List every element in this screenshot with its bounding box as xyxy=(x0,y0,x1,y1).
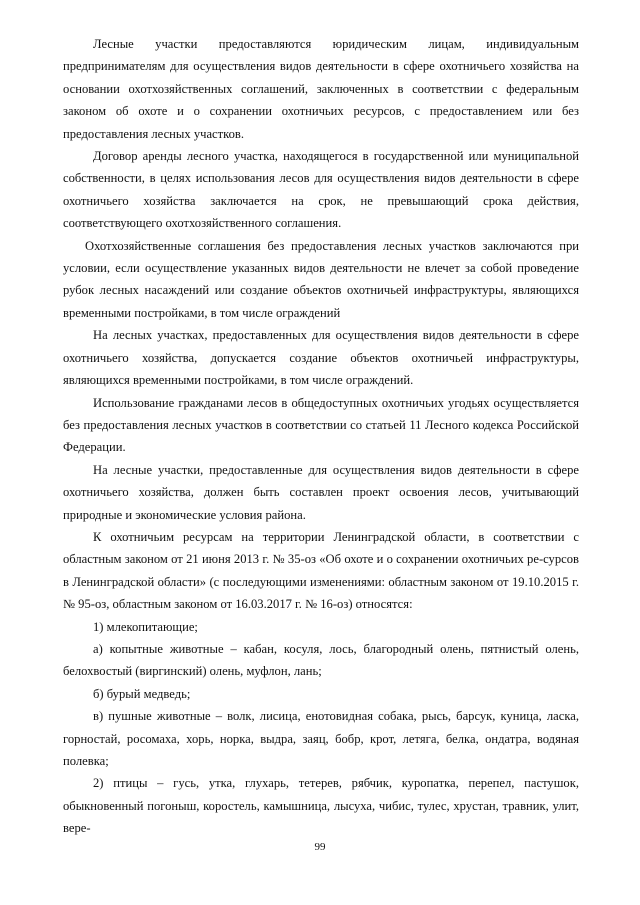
list-item-brown-bear: б) бурый медведь; xyxy=(93,686,191,701)
list-item-fur-animals: в) пушные животные – волк, лисица, енотовидная собака, рысь, барсук, куница, ласка, горностай, росомаха, хорь, норка, выдра, заяц, бобр, крот, летяга, белка, ондатра, водяная полевка; xyxy=(63,709,579,768)
paragraph-hunting-resources-law: К охотничьим ресурсам на территории Ленинградской области, в соответствии с областным законом от 21 июня 2013 г. № 35-оз «Об охоте и о сохранении охотничьих ре-сурсов в Ленинградской области» (с последующими изменениями: областным законом от 19.10.2015 г. № 95-оз, областным законом от 16.03.2017 г. № 16-оз) относятся: xyxy=(63,529,579,612)
list-item-birds: 2) птицы – гусь, утка, глухарь, тетерев, рябчик, куропатка, перепел, пастушок, обыкновенный погоныш, коростель, камышница, лысуха, чибис, тулес, хрустан, травник, улит, вере- xyxy=(63,776,579,836)
page-number: 99 xyxy=(314,841,326,853)
document-body xyxy=(63,33,579,840)
list-item-mammals: 1) млекопитающие; xyxy=(93,619,198,634)
paragraph-forest-plots-provision: Лесные участки предоставляются юридическим лицам, индивидуальным предпринимателям для осуществления видов деятельности в сфере охотничьего хозяйства на основании охотхозяйственных соглашений, заключенных в соответствии с федеральным законом об охоте и о сохранении охотничьих ресурсов, с предоставлением или без предоставления лесных участков. xyxy=(63,37,579,141)
paragraph-forest-development-project: На лесные участки, предоставленные для осуществления видов деятельности в сфере охотничьего хозяйства, должен быть составлен проект освоения лесов, учитывающий природные и экономические условия района. xyxy=(63,462,579,522)
paragraph-lease-agreement-term: Договор аренды лесного участка, находящегося в государственной или муниципальной собственности, в целях использования лесов для осуществления видов деятельности в сфере охотничьего хозяйства заключается на срок, не превышающий срока действия, соответствующего охотхозяйственного соглашения. xyxy=(63,149,579,231)
paragraph-hunting-infrastructure: На лесных участках, предоставленных для осуществления видов деятельности в сфере охотничьего хозяйства, допускается создание объектов охотничьей инфраструктуры, являющихся временными постройками, в том числе ограждений. xyxy=(63,328,579,388)
list-item-ungulates: а) копытные животные – кабан, косуля, лось, благородный олень, пятнистый олень, белохвостый (виргинский) олень, муфлон, лань; xyxy=(63,641,579,679)
paragraph-agreements-without-plots: Охотхозяйственные соглашения без предоставления лесных участков заключаются при условии, если осуществление указанных видов деятельности не влечет за собой проведение рубок лесных насаждений или создание объектов охотничьей инфраструктуры, являющихся временными постройками, в том числе ограждений xyxy=(63,238,579,320)
paragraph-public-hunting-grounds: Использование гражданами лесов в общедоступных охотничьих угодьях осуществляется без предоставления лесных участков в соответствии со статьей 11 Лесного кодекса Российской Федерации. xyxy=(63,395,579,455)
